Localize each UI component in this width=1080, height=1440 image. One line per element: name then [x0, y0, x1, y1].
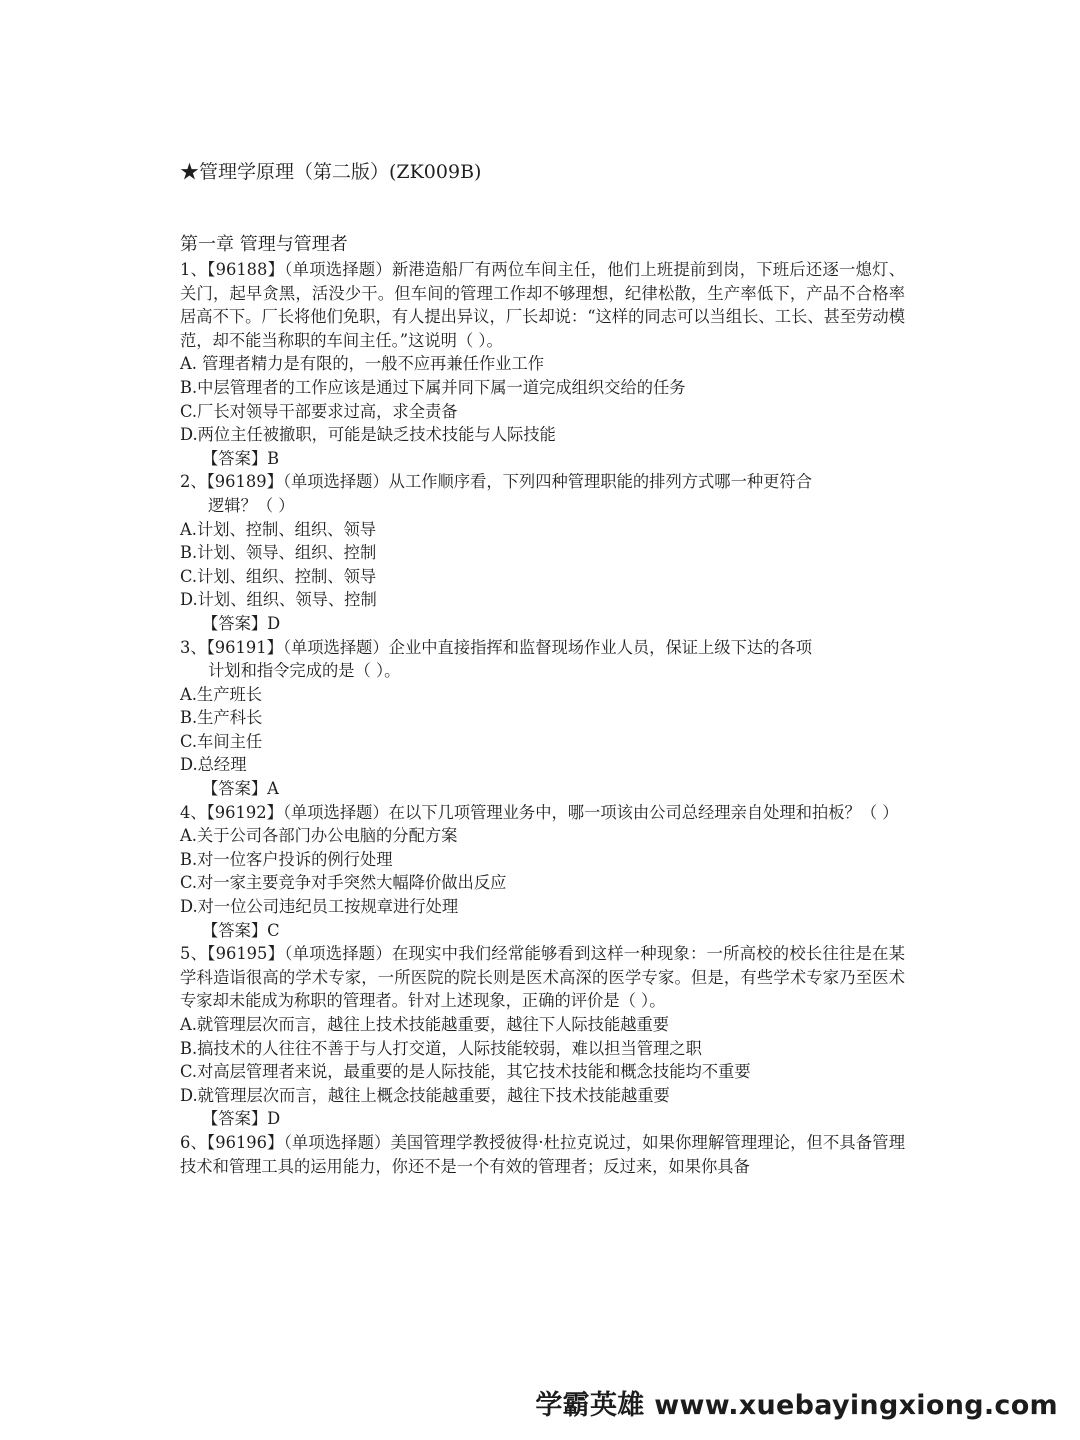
site-watermark: 学霸英雄 www.xuebayingxiong.com — [535, 1390, 1058, 1421]
option-b: B.计划、领导、组织、控制 — [180, 543, 377, 563]
question-block — [180, 801, 905, 943]
question-block — [180, 636, 905, 801]
question-stem: 3、【96191】（单项选择题）企业中直接指挥和监督现场作业人员，保证上级下达的各项 — [180, 637, 812, 657]
option-d: D.计划、组织、领导、控制 — [180, 590, 377, 610]
option-d: D.两位主任被撤职，可能是缺乏技术技能与人际技能 — [180, 425, 556, 445]
option-c: C.厂长对领导干部要求过高，求全责备 — [180, 401, 458, 421]
question-stem: 4、【96192】（单项选择题）在以下几项管理业务中，哪一项该由公司总经理亲自处理和拍板？（ ） — [180, 802, 899, 822]
question-stem-continuation: 计划和指令完成的是（ ）。 — [208, 661, 401, 681]
question-block — [180, 1131, 905, 1178]
document-title: ★管理学原理（第二版）(ZK009B) — [180, 161, 482, 183]
option-d: D.就管理层次而言，越往上概念技能越重要，越往下技术技能越重要 — [180, 1085, 670, 1105]
question-stem: 1、【96188】（单项选择题）新港造船厂有两位车间主任，他们上班提前到岗，下班后还逐一熄灯、关门，起早贪黑，活没少干。但车间的管理工作却不够理想，纪律松散，生产率低下，产品不合格率居高不下。厂长将他们免职，有人提出异议，厂长却说：“这样的同志可以当组长、工长、甚至劳动模范，却不能当称职的车间主任。”这说明（ ）。 — [180, 260, 905, 350]
question-block — [180, 942, 905, 1131]
answer-line: 【答案】C — [202, 920, 280, 940]
option-b: B.搞技术的人往往不善于与人打交道，人际技能较弱，难以担当管理之职 — [180, 1038, 702, 1058]
question-stem: 6、【96196】（单项选择题）美国管理学教授彼得·杜拉克说过，如果你理解管理理论，但不具备管理技术和管理工具的运用能力，你还不是一个有效的管理者；反过来，如果你具备 — [180, 1132, 905, 1176]
option-a: A.关于公司各部门办公电脑的分配方案 — [180, 826, 458, 846]
option-d: D.对一位公司违纪员工按规章进行处理 — [180, 897, 459, 917]
option-c: C.对一家主要竞争对手突然大幅降价做出反应 — [180, 873, 507, 893]
question-block — [180, 258, 905, 470]
answer-line: 【答案】A — [202, 779, 279, 799]
answer-line: 【答案】B — [202, 448, 280, 468]
chapter-heading: 第一章 管理与管理者 — [180, 234, 348, 255]
option-d: D.总经理 — [180, 755, 247, 775]
document-content — [180, 232, 905, 1178]
option-b: B.生产科长 — [180, 708, 263, 728]
answer-line: 【答案】D — [202, 613, 281, 633]
question-stem-continuation: 逻辑？（ ） — [208, 495, 295, 515]
answer-line: 【答案】D — [202, 1109, 281, 1129]
option-a: A.就管理层次而言，越往上技术技能越重要，越往下人际技能越重要 — [180, 1015, 670, 1034]
option-a: A.计划、控制、组织、领导 — [180, 519, 377, 539]
option-c: C.计划、组织、控制、领导 — [180, 566, 377, 586]
option-c: C.车间主任 — [180, 731, 263, 751]
question-block — [180, 470, 905, 635]
option-b: B.对一位客户投诉的例行处理 — [180, 849, 393, 869]
option-a: A. 管理者精力是有限的，一般不应再兼任作业工作 — [180, 354, 545, 374]
question-stem: 5、【96195】（单项选择题）在现实中我们经常能够看到这样一种现象：一所高校的校长往往是在某学科造诣很高的学术专家，一所医院的院长则是医术高深的医学专家。但是，有些学术专家乃至医术专家却未能成为称职的管理者。针对上述现象，正确的评价是（ ）。 — [180, 944, 905, 1011]
option-a: A.生产班长 — [180, 684, 263, 704]
option-b: B.中层管理者的工作应该是通过下属并同下属一道完成组织交给的任务 — [180, 377, 686, 397]
question-stem: 2、【96189】（单项选择题）从工作顺序看，下列四种管理职能的排列方式哪一种更符合 — [180, 472, 812, 492]
option-c: C.对高层管理者来说，最重要的是人际技能，其它技术技能和概念技能均不重要 — [180, 1062, 751, 1082]
